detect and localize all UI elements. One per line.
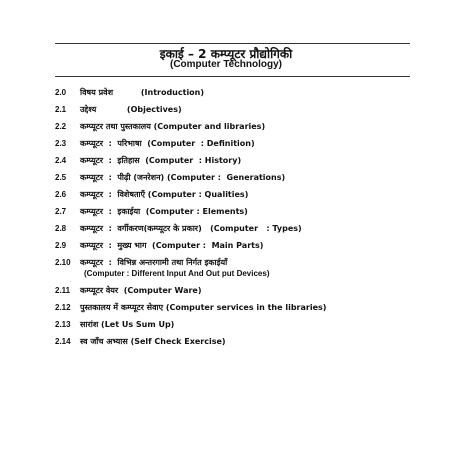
toc-row-2-1 (55, 105, 415, 115)
toc-text: कम्प्यूटर : इकाईया (Computer : Elements) (80, 207, 248, 216)
bottom-rule (55, 76, 410, 77)
toc-text: कम्प्यूटर : वर्गीकरण(कम्प्यूटर के प्रकार) (Computer : Types) (80, 224, 302, 233)
toc-row-2-8 (55, 224, 415, 234)
toc-text: कम्प्यूटर : पीढ़ी (जनरेशन) (Computer : Generations) (80, 173, 286, 182)
toc-row-2-5 (55, 173, 415, 183)
toc-text (80, 258, 415, 279)
toc-number: 2.9 (55, 241, 67, 250)
toc-row-2-10 (55, 258, 415, 279)
toc-number: 2.10 (55, 258, 71, 267)
toc-number: 2.0 (55, 88, 67, 97)
toc-number: 2.6 (55, 190, 67, 199)
toc-row-2-3 (55, 139, 415, 149)
toc-row-2-4 (55, 156, 415, 166)
toc-row-2-14 (55, 337, 415, 347)
toc-number: 2.7 (55, 207, 67, 216)
unit-title-hindi: इकाई – 2 कम्प्यूटर प्रौद्योगिकी (159, 47, 293, 61)
toc-text: कम्प्यूटर : विशेषताएँ (Computer : Qualities) (80, 190, 249, 199)
toc-text: कम्प्यूटर : परिभाषा (Computer : Definition) (80, 139, 255, 148)
toc-row-2-2 (55, 122, 415, 132)
toc-row-2-0 (55, 88, 415, 98)
toc-row-2-9 (55, 241, 415, 251)
toc-text: सारांश (Let Us Sum Up) (80, 320, 175, 329)
toc-text: पुस्तकालय में कम्प्यूटर सेवाए (Computer services in the libraries) (80, 303, 327, 312)
toc-text: विषय प्रवेश (Introduction) (80, 88, 205, 97)
toc-number: 2.11 (55, 286, 71, 295)
toc-number: 2.8 (55, 224, 67, 233)
unit-title-english: (Computer Technology) (169, 59, 283, 70)
toc-number: 2.2 (55, 122, 67, 131)
top-rule (55, 43, 410, 44)
toc-number: 2.4 (55, 156, 67, 165)
toc-text-hindi: कम्प्यूटर : विभिन्न अन्तरगामी तथा निर्गत इकाईयाँ (80, 258, 228, 267)
toc-number: 2.12 (55, 303, 71, 312)
toc-text: कम्प्यूटर तथा पुस्तकालय (Computer and libraries) (80, 122, 266, 131)
toc-row-2-11 (55, 286, 415, 296)
table-of-contents (55, 88, 415, 347)
toc-row-2-7 (55, 207, 415, 217)
toc-text: कम्प्यूटर वेयर (Computer Ware) (80, 286, 202, 295)
toc-text: उद्देश्य (Objectives) (80, 105, 182, 114)
toc-row-2-12 (55, 303, 415, 313)
toc-text: कम्प्यूटर : मुख्य भाग (Computer : Main Parts) (80, 241, 264, 250)
toc-number: 2.13 (55, 320, 71, 329)
toc-text: स्व जाँच अभ्यास (Self Check Exercise) (80, 337, 226, 346)
toc-number: 2.14 (55, 337, 71, 346)
toc-number: 2.3 (55, 139, 67, 148)
toc-text: कम्प्यूटर : इतिहास (Computer : History) (80, 156, 242, 165)
toc-row-2-13 (55, 320, 415, 330)
toc-number: 2.5 (55, 173, 67, 182)
toc-number: 2.1 (55, 105, 67, 114)
toc-subtext: (Computer : Different Input And Out put Devices) (84, 269, 270, 278)
toc-row-2-6 (55, 190, 415, 200)
